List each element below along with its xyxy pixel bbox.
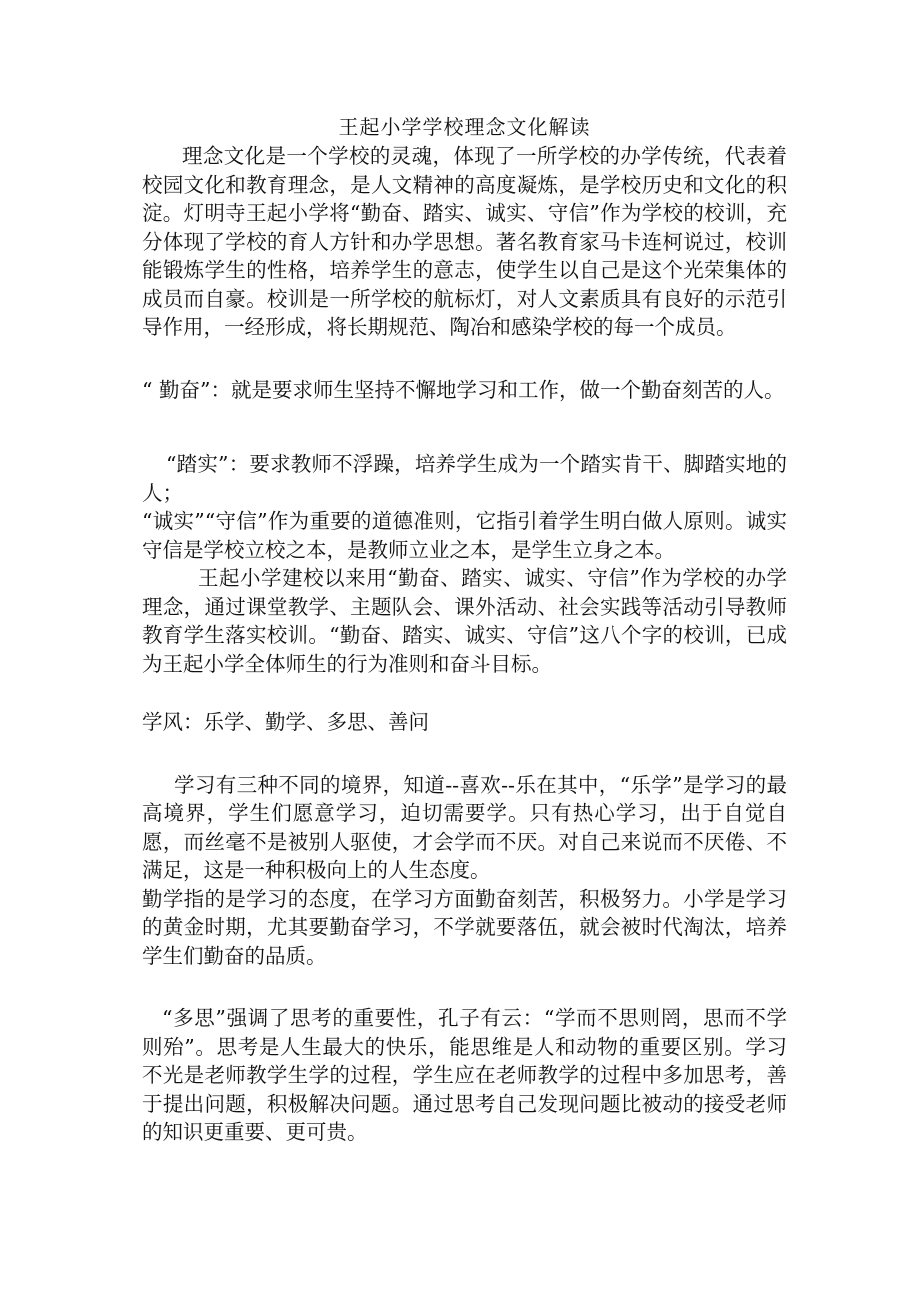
document-page [142,112,787,1147]
paragraph-school-motto: 王起小学建校以来用“勤奋、踏实、诚实、守信”作为学校的办学理念，通过课堂教学、主题队会、课外活动、社会实践等活动引导教师教育学生落实校训。“勤奋、踏实、诚实、守信”这八个字的校训，已成为王起小学全体师生的行为准则和奋斗目标。 [142,566,787,676]
paragraph-qinfen: “ 勤奋”：就是要求师生坚持不懈地学习和工作，做一个勤奋刻苦的人。 [142,377,785,402]
paragraph-duosi: “多思”强调了思考的重要性，孔子有云：“学而不思则罔，思而不学则殆”。思考是人生最大的快乐，能思维是人和动物的重要区别。学习不光是老师教学生学的过程，学生应在老师教学的过程中多加思考，善于提出问题，积极解决问题。通过思考自己发现问题比被动的接受老师的知识更重要、更可贵。 [142,1006,787,1144]
paragraph-lexue: 学习有三种不同的境界，知道--喜欢--乐在其中，“乐学”是学习的最高境界，学生们愿意学习，迫切需要学。只有热心学习，出于自觉自愿，而丝毫不是被别人驱使，才会学而不厌。对自己来说而不厌倦、不满足，这是一种积极向上的人生态度。 [142,772,787,882]
document-title: 王起小学学校理念文化解读 [338,115,591,139]
paragraph-chengshi-shouxin: “诚实”“守信”作为重要的道德准则，它指引着学生明白做人原则。诚实守信是学校立校之本，是教师立业之本，是学生立身之本。 [142,509,787,562]
paragraph-qinxue: 勤学指的是学习的态度，在学习方面勤奋刻苦，积极努力。小学是学习的黄金时期，尤其要勤奋学习，不学就要落伍，就会被时代淘汰，培养学生们勤奋的品质。 [142,886,787,968]
paragraph-tashi: “踏实”：要求教师不浮躁，培养学生成为一个踏实肯干、脚踏实地的人； [142,452,787,505]
intro-paragraph: 理念文化是一个学校的灵魂，体现了一所学校的办学传统，代表着校园文化和教育理念，是人文精神的高度凝炼，是学校历史和文化的积淀。灯明寺王起小学将“勤奋、踏实、诚实、守信”作为学校的校训，充分体现了学校的育人方针和办学思想。著名教育家马卡连柯说过，校训能锻炼学生的性格，培养学生的意志，使学生以自己是这个光荣集体的成员而自豪。校训是一所学校的航标灯，对人文素质具有良好的示范引导作用，一经形成，将长期规范、陶冶和感染学校的每一个成员。 [142,144,787,339]
section-heading-xuefeng: 学风：乐学、勤学、多思、善问 [142,710,429,734]
